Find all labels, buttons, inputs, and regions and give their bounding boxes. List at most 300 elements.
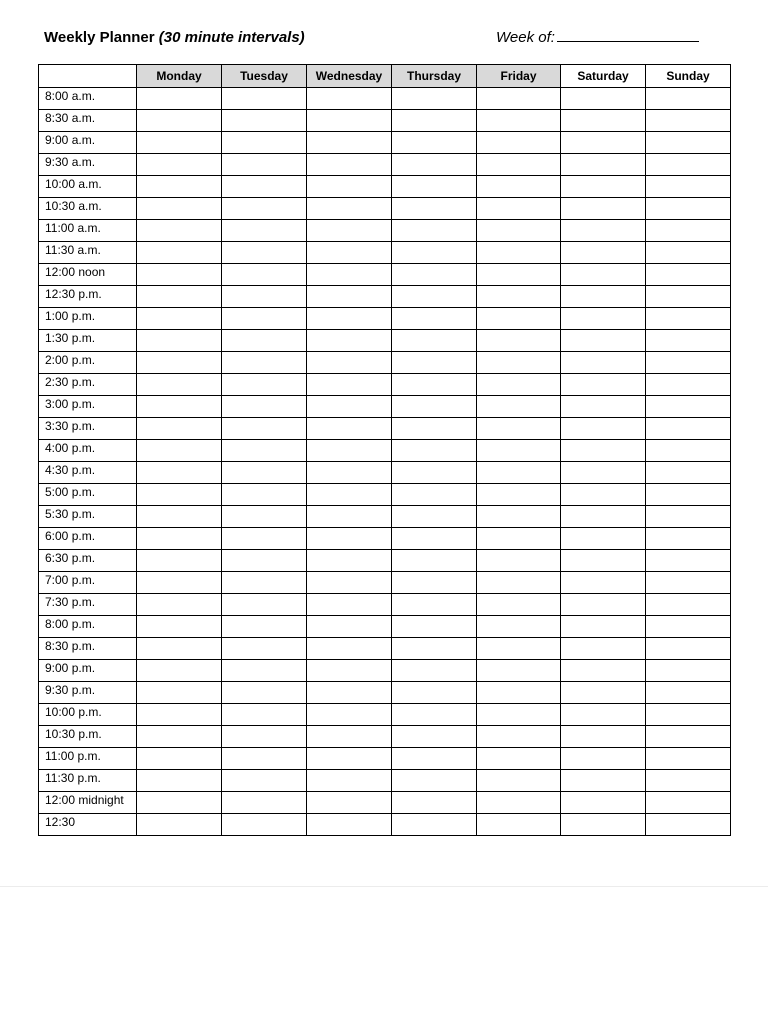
slot-cell-monday[interactable] xyxy=(137,594,222,616)
slot-cell-wednesday[interactable] xyxy=(307,110,392,132)
slot-cell-sunday[interactable] xyxy=(646,132,731,154)
time-label: 11:30 a.m. xyxy=(39,242,137,264)
slot-cell-monday[interactable] xyxy=(137,572,222,594)
slot-cell-tuesday[interactable] xyxy=(222,154,307,176)
slot-cell-friday[interactable] xyxy=(477,748,561,770)
day-header-sunday: Sunday xyxy=(646,65,731,88)
slot-cell-saturday[interactable] xyxy=(561,286,646,308)
slot-cell-friday[interactable] xyxy=(477,220,561,242)
slot-cell-tuesday[interactable] xyxy=(222,528,307,550)
slot-cell-wednesday[interactable] xyxy=(307,814,392,836)
slot-cell-wednesday[interactable] xyxy=(307,132,392,154)
slot-cell-saturday[interactable] xyxy=(561,374,646,396)
slot-cell-monday[interactable] xyxy=(137,242,222,264)
slot-cell-monday[interactable] xyxy=(137,792,222,814)
slot-cell-saturday[interactable] xyxy=(561,88,646,110)
slot-cell-friday[interactable] xyxy=(477,176,561,198)
slot-cell-saturday[interactable] xyxy=(561,572,646,594)
slot-cell-monday[interactable] xyxy=(137,528,222,550)
slot-cell-friday[interactable] xyxy=(477,286,561,308)
slot-cell-saturday[interactable] xyxy=(561,418,646,440)
slot-cell-wednesday[interactable] xyxy=(307,550,392,572)
time-label: 8:30 a.m. xyxy=(39,110,137,132)
table-row xyxy=(39,726,731,748)
slot-cell-monday[interactable] xyxy=(137,198,222,220)
slot-cell-thursday[interactable] xyxy=(392,308,477,330)
slot-cell-friday[interactable] xyxy=(477,264,561,286)
slot-cell-friday[interactable] xyxy=(477,308,561,330)
table-row xyxy=(39,528,731,550)
slot-cell-monday[interactable] xyxy=(137,352,222,374)
slot-cell-friday[interactable] xyxy=(477,330,561,352)
slot-cell-tuesday[interactable] xyxy=(222,440,307,462)
slot-cell-saturday[interactable] xyxy=(561,110,646,132)
slot-cell-thursday[interactable] xyxy=(392,484,477,506)
slot-cell-thursday[interactable] xyxy=(392,550,477,572)
time-label: 7:30 p.m. xyxy=(39,594,137,616)
slot-cell-friday[interactable] xyxy=(477,594,561,616)
table-row xyxy=(39,198,731,220)
table-row xyxy=(39,132,731,154)
slot-cell-saturday[interactable] xyxy=(561,704,646,726)
slot-cell-saturday[interactable] xyxy=(561,352,646,374)
table-row xyxy=(39,264,731,286)
time-label: 5:30 p.m. xyxy=(39,506,137,528)
slot-cell-friday[interactable] xyxy=(477,528,561,550)
slot-cell-thursday[interactable] xyxy=(392,374,477,396)
slot-cell-saturday[interactable] xyxy=(561,638,646,660)
slot-cell-tuesday[interactable] xyxy=(222,704,307,726)
slot-cell-monday[interactable] xyxy=(137,286,222,308)
slot-cell-tuesday[interactable] xyxy=(222,132,307,154)
week-of-field xyxy=(496,29,699,46)
slot-cell-thursday[interactable] xyxy=(392,792,477,814)
slot-cell-monday[interactable] xyxy=(137,770,222,792)
slot-cell-thursday[interactable] xyxy=(392,704,477,726)
slot-cell-monday[interactable] xyxy=(137,506,222,528)
slot-cell-saturday[interactable] xyxy=(561,550,646,572)
slot-cell-saturday[interactable] xyxy=(561,726,646,748)
slot-cell-sunday[interactable] xyxy=(646,726,731,748)
slot-cell-sunday[interactable] xyxy=(646,792,731,814)
slot-cell-tuesday[interactable] xyxy=(222,660,307,682)
slot-cell-monday[interactable] xyxy=(137,616,222,638)
slot-cell-sunday[interactable] xyxy=(646,616,731,638)
slot-cell-monday[interactable] xyxy=(137,550,222,572)
slot-cell-sunday[interactable] xyxy=(646,506,731,528)
slot-cell-monday[interactable] xyxy=(137,418,222,440)
slot-cell-friday[interactable] xyxy=(477,704,561,726)
slot-cell-tuesday[interactable] xyxy=(222,352,307,374)
day-header-thursday: Thursday xyxy=(392,65,477,88)
slot-cell-thursday[interactable] xyxy=(392,110,477,132)
slot-cell-wednesday[interactable] xyxy=(307,748,392,770)
slot-cell-wednesday[interactable] xyxy=(307,770,392,792)
slot-cell-wednesday[interactable] xyxy=(307,616,392,638)
slot-cell-tuesday[interactable] xyxy=(222,506,307,528)
slot-cell-wednesday[interactable] xyxy=(307,528,392,550)
table-row xyxy=(39,770,731,792)
slot-cell-tuesday[interactable] xyxy=(222,550,307,572)
table-row xyxy=(39,682,731,704)
slot-cell-friday[interactable] xyxy=(477,616,561,638)
slot-cell-saturday[interactable] xyxy=(561,396,646,418)
time-label: 8:30 p.m. xyxy=(39,638,137,660)
slot-cell-tuesday[interactable] xyxy=(222,682,307,704)
slot-cell-monday[interactable] xyxy=(137,308,222,330)
slot-cell-friday[interactable] xyxy=(477,660,561,682)
slot-cell-thursday[interactable] xyxy=(392,154,477,176)
slot-cell-wednesday[interactable] xyxy=(307,572,392,594)
slot-cell-friday[interactable] xyxy=(477,572,561,594)
time-label: 11:30 p.m. xyxy=(39,770,137,792)
slot-cell-sunday[interactable] xyxy=(646,352,731,374)
slot-cell-thursday[interactable] xyxy=(392,506,477,528)
slot-cell-tuesday[interactable] xyxy=(222,110,307,132)
slot-cell-thursday[interactable] xyxy=(392,220,477,242)
page-title xyxy=(44,29,305,46)
slot-cell-thursday[interactable] xyxy=(392,814,477,836)
slot-cell-thursday[interactable] xyxy=(392,330,477,352)
slot-cell-tuesday[interactable] xyxy=(222,374,307,396)
slot-cell-sunday[interactable] xyxy=(646,528,731,550)
slot-cell-sunday[interactable] xyxy=(646,594,731,616)
slot-cell-friday[interactable] xyxy=(477,242,561,264)
slot-cell-saturday[interactable] xyxy=(561,616,646,638)
slot-cell-thursday[interactable] xyxy=(392,616,477,638)
slot-cell-saturday[interactable] xyxy=(561,528,646,550)
slot-cell-friday[interactable] xyxy=(477,198,561,220)
slot-cell-friday[interactable] xyxy=(477,440,561,462)
slot-cell-thursday[interactable] xyxy=(392,286,477,308)
slot-cell-friday[interactable] xyxy=(477,132,561,154)
slot-cell-thursday[interactable] xyxy=(392,660,477,682)
slot-cell-sunday[interactable] xyxy=(646,154,731,176)
slot-cell-saturday[interactable] xyxy=(561,792,646,814)
slot-cell-sunday[interactable] xyxy=(646,572,731,594)
slot-cell-sunday[interactable] xyxy=(646,374,731,396)
time-label: 6:30 p.m. xyxy=(39,550,137,572)
slot-cell-thursday[interactable] xyxy=(392,198,477,220)
time-label: 8:00 p.m. xyxy=(39,616,137,638)
slot-cell-tuesday[interactable] xyxy=(222,638,307,660)
slot-cell-wednesday[interactable] xyxy=(307,88,392,110)
slot-cell-thursday[interactable] xyxy=(392,726,477,748)
slot-cell-tuesday[interactable] xyxy=(222,396,307,418)
slot-cell-sunday[interactable] xyxy=(646,462,731,484)
slot-cell-saturday[interactable] xyxy=(561,748,646,770)
slot-cell-sunday[interactable] xyxy=(646,440,731,462)
slot-cell-saturday[interactable] xyxy=(561,176,646,198)
time-label: 12:30 p.m. xyxy=(39,286,137,308)
slot-cell-sunday[interactable] xyxy=(646,814,731,836)
week-of-label: Week of: xyxy=(496,29,555,46)
slot-cell-monday[interactable] xyxy=(137,374,222,396)
slot-cell-sunday[interactable] xyxy=(646,550,731,572)
slot-cell-saturday[interactable] xyxy=(561,594,646,616)
slot-cell-tuesday[interactable] xyxy=(222,484,307,506)
slot-cell-tuesday[interactable] xyxy=(222,616,307,638)
slot-cell-wednesday[interactable] xyxy=(307,440,392,462)
slot-cell-tuesday[interactable] xyxy=(222,814,307,836)
slot-cell-tuesday[interactable] xyxy=(222,286,307,308)
time-label: 10:00 p.m. xyxy=(39,704,137,726)
slot-cell-thursday[interactable] xyxy=(392,748,477,770)
slot-cell-sunday[interactable] xyxy=(646,484,731,506)
slot-cell-friday[interactable] xyxy=(477,484,561,506)
time-label: 3:00 p.m. xyxy=(39,396,137,418)
slot-cell-friday[interactable] xyxy=(477,550,561,572)
slot-cell-saturday[interactable] xyxy=(561,814,646,836)
slot-cell-monday[interactable] xyxy=(137,176,222,198)
slot-cell-tuesday[interactable] xyxy=(222,330,307,352)
slot-cell-sunday[interactable] xyxy=(646,308,731,330)
slot-cell-tuesday[interactable] xyxy=(222,572,307,594)
slot-cell-tuesday[interactable] xyxy=(222,792,307,814)
slot-cell-wednesday[interactable] xyxy=(307,638,392,660)
table-row xyxy=(39,638,731,660)
slot-cell-thursday[interactable] xyxy=(392,396,477,418)
slot-cell-friday[interactable] xyxy=(477,462,561,484)
slot-cell-wednesday[interactable] xyxy=(307,484,392,506)
slot-cell-saturday[interactable] xyxy=(561,154,646,176)
table-row xyxy=(39,110,731,132)
slot-cell-wednesday[interactable] xyxy=(307,242,392,264)
time-label: 3:30 p.m. xyxy=(39,418,137,440)
table-row xyxy=(39,506,731,528)
slot-cell-monday[interactable] xyxy=(137,396,222,418)
slot-cell-wednesday[interactable] xyxy=(307,286,392,308)
slot-cell-saturday[interactable] xyxy=(561,770,646,792)
slot-cell-sunday[interactable] xyxy=(646,682,731,704)
slot-cell-tuesday[interactable] xyxy=(222,242,307,264)
slot-cell-monday[interactable] xyxy=(137,440,222,462)
slot-cell-sunday[interactable] xyxy=(646,704,731,726)
header-row xyxy=(39,65,731,88)
time-label: 9:30 a.m. xyxy=(39,154,137,176)
slot-cell-thursday[interactable] xyxy=(392,682,477,704)
slot-cell-tuesday[interactable] xyxy=(222,198,307,220)
slot-cell-tuesday[interactable] xyxy=(222,770,307,792)
slot-cell-saturday[interactable] xyxy=(561,660,646,682)
time-label: 10:30 p.m. xyxy=(39,726,137,748)
day-header-friday: Friday xyxy=(477,65,561,88)
table-row xyxy=(39,176,731,198)
slot-cell-sunday[interactable] xyxy=(646,110,731,132)
slot-cell-thursday[interactable] xyxy=(392,528,477,550)
slot-cell-thursday[interactable] xyxy=(392,572,477,594)
slot-cell-wednesday[interactable] xyxy=(307,682,392,704)
slot-cell-tuesday[interactable] xyxy=(222,462,307,484)
slot-cell-monday[interactable] xyxy=(137,462,222,484)
slot-cell-saturday[interactable] xyxy=(561,506,646,528)
time-label: 5:00 p.m. xyxy=(39,484,137,506)
slot-cell-thursday[interactable] xyxy=(392,462,477,484)
slot-cell-thursday[interactable] xyxy=(392,352,477,374)
slot-cell-wednesday[interactable] xyxy=(307,352,392,374)
slot-cell-saturday[interactable] xyxy=(561,484,646,506)
slot-cell-friday[interactable] xyxy=(477,792,561,814)
table-row xyxy=(39,220,731,242)
slot-cell-thursday[interactable] xyxy=(392,594,477,616)
table-row xyxy=(39,748,731,770)
slot-cell-wednesday[interactable] xyxy=(307,330,392,352)
slot-cell-sunday[interactable] xyxy=(646,748,731,770)
slot-cell-monday[interactable] xyxy=(137,484,222,506)
slot-cell-wednesday[interactable] xyxy=(307,396,392,418)
table-row xyxy=(39,484,731,506)
slot-cell-thursday[interactable] xyxy=(392,770,477,792)
slot-cell-sunday[interactable] xyxy=(646,176,731,198)
slot-cell-sunday[interactable] xyxy=(646,770,731,792)
slot-cell-monday[interactable] xyxy=(137,132,222,154)
table-row xyxy=(39,792,731,814)
slot-cell-monday[interactable] xyxy=(137,638,222,660)
slot-cell-tuesday[interactable] xyxy=(222,176,307,198)
slot-cell-tuesday[interactable] xyxy=(222,726,307,748)
slot-cell-wednesday[interactable] xyxy=(307,418,392,440)
slot-cell-monday[interactable] xyxy=(137,704,222,726)
slot-cell-tuesday[interactable] xyxy=(222,418,307,440)
slot-cell-wednesday[interactable] xyxy=(307,506,392,528)
slot-cell-wednesday[interactable] xyxy=(307,704,392,726)
slot-cell-saturday[interactable] xyxy=(561,220,646,242)
slot-cell-thursday[interactable] xyxy=(392,88,477,110)
table-row xyxy=(39,704,731,726)
slot-cell-monday[interactable] xyxy=(137,814,222,836)
time-label: 9:00 p.m. xyxy=(39,660,137,682)
slot-cell-monday[interactable] xyxy=(137,748,222,770)
slot-cell-friday[interactable] xyxy=(477,154,561,176)
slot-cell-sunday[interactable] xyxy=(646,88,731,110)
table-row xyxy=(39,462,731,484)
time-label: 12:30 xyxy=(39,814,137,836)
slot-cell-wednesday[interactable] xyxy=(307,374,392,396)
table-row xyxy=(39,660,731,682)
title-text: Weekly Planner xyxy=(44,29,155,46)
slot-cell-wednesday[interactable] xyxy=(307,198,392,220)
slot-cell-monday[interactable] xyxy=(137,88,222,110)
slot-cell-saturday[interactable] xyxy=(561,308,646,330)
slot-cell-wednesday[interactable] xyxy=(307,154,392,176)
slot-cell-tuesday[interactable] xyxy=(222,308,307,330)
slot-cell-friday[interactable] xyxy=(477,374,561,396)
slot-cell-friday[interactable] xyxy=(477,110,561,132)
slot-cell-saturday[interactable] xyxy=(561,682,646,704)
slot-cell-sunday[interactable] xyxy=(646,418,731,440)
slot-cell-wednesday[interactable] xyxy=(307,660,392,682)
slot-cell-wednesday[interactable] xyxy=(307,594,392,616)
slot-cell-wednesday[interactable] xyxy=(307,462,392,484)
page-bottom-divider xyxy=(0,886,768,887)
week-of-blank-line[interactable] xyxy=(557,29,699,42)
slot-cell-monday[interactable] xyxy=(137,726,222,748)
time-label: 9:30 p.m. xyxy=(39,682,137,704)
slot-cell-friday[interactable] xyxy=(477,726,561,748)
table-row xyxy=(39,330,731,352)
slot-cell-wednesday[interactable] xyxy=(307,726,392,748)
slot-cell-wednesday[interactable] xyxy=(307,220,392,242)
slot-cell-sunday[interactable] xyxy=(646,198,731,220)
time-label: 10:00 a.m. xyxy=(39,176,137,198)
slot-cell-monday[interactable] xyxy=(137,110,222,132)
corner-cell xyxy=(39,65,137,88)
slot-cell-thursday[interactable] xyxy=(392,638,477,660)
table-row xyxy=(39,396,731,418)
slot-cell-thursday[interactable] xyxy=(392,264,477,286)
slot-cell-friday[interactable] xyxy=(477,88,561,110)
slot-cell-sunday[interactable] xyxy=(646,638,731,660)
planner-body xyxy=(39,88,731,836)
slot-cell-thursday[interactable] xyxy=(392,176,477,198)
slot-cell-wednesday[interactable] xyxy=(307,264,392,286)
slot-cell-monday[interactable] xyxy=(137,660,222,682)
day-header-wednesday: Wednesday xyxy=(307,65,392,88)
slot-cell-saturday[interactable] xyxy=(561,330,646,352)
slot-cell-tuesday[interactable] xyxy=(222,594,307,616)
slot-cell-friday[interactable] xyxy=(477,506,561,528)
slot-cell-tuesday[interactable] xyxy=(222,264,307,286)
time-label: 10:30 a.m. xyxy=(39,198,137,220)
slot-cell-monday[interactable] xyxy=(137,220,222,242)
slot-cell-monday[interactable] xyxy=(137,154,222,176)
slot-cell-wednesday[interactable] xyxy=(307,792,392,814)
slot-cell-thursday[interactable] xyxy=(392,242,477,264)
table-row xyxy=(39,88,731,110)
slot-cell-sunday[interactable] xyxy=(646,220,731,242)
slot-cell-sunday[interactable] xyxy=(646,264,731,286)
time-label: 4:30 p.m. xyxy=(39,462,137,484)
time-label: 1:00 p.m. xyxy=(39,308,137,330)
slot-cell-sunday[interactable] xyxy=(646,286,731,308)
slot-cell-sunday[interactable] xyxy=(646,660,731,682)
slot-cell-friday[interactable] xyxy=(477,682,561,704)
slot-cell-monday[interactable] xyxy=(137,330,222,352)
slot-cell-wednesday[interactable] xyxy=(307,176,392,198)
slot-cell-sunday[interactable] xyxy=(646,242,731,264)
day-header-saturday: Saturday xyxy=(561,65,646,88)
slot-cell-friday[interactable] xyxy=(477,418,561,440)
slot-cell-tuesday[interactable] xyxy=(222,88,307,110)
slot-cell-saturday[interactable] xyxy=(561,132,646,154)
slot-cell-thursday[interactable] xyxy=(392,418,477,440)
slot-cell-sunday[interactable] xyxy=(646,330,731,352)
table-row xyxy=(39,594,731,616)
slot-cell-friday[interactable] xyxy=(477,814,561,836)
time-label: 2:00 p.m. xyxy=(39,352,137,374)
slot-cell-saturday[interactable] xyxy=(561,242,646,264)
slot-cell-saturday[interactable] xyxy=(561,440,646,462)
slot-cell-thursday[interactable] xyxy=(392,132,477,154)
slot-cell-friday[interactable] xyxy=(477,638,561,660)
slot-cell-monday[interactable] xyxy=(137,682,222,704)
slot-cell-friday[interactable] xyxy=(477,396,561,418)
time-label: 11:00 a.m. xyxy=(39,220,137,242)
slot-cell-wednesday[interactable] xyxy=(307,308,392,330)
slot-cell-friday[interactable] xyxy=(477,352,561,374)
slot-cell-tuesday[interactable] xyxy=(222,748,307,770)
slot-cell-monday[interactable] xyxy=(137,264,222,286)
slot-cell-thursday[interactable] xyxy=(392,440,477,462)
table-row xyxy=(39,308,731,330)
slot-cell-sunday[interactable] xyxy=(646,396,731,418)
slot-cell-saturday[interactable] xyxy=(561,462,646,484)
slot-cell-saturday[interactable] xyxy=(561,198,646,220)
time-label: 6:00 p.m. xyxy=(39,528,137,550)
slot-cell-friday[interactable] xyxy=(477,770,561,792)
slot-cell-saturday[interactable] xyxy=(561,264,646,286)
slot-cell-tuesday[interactable] xyxy=(222,220,307,242)
